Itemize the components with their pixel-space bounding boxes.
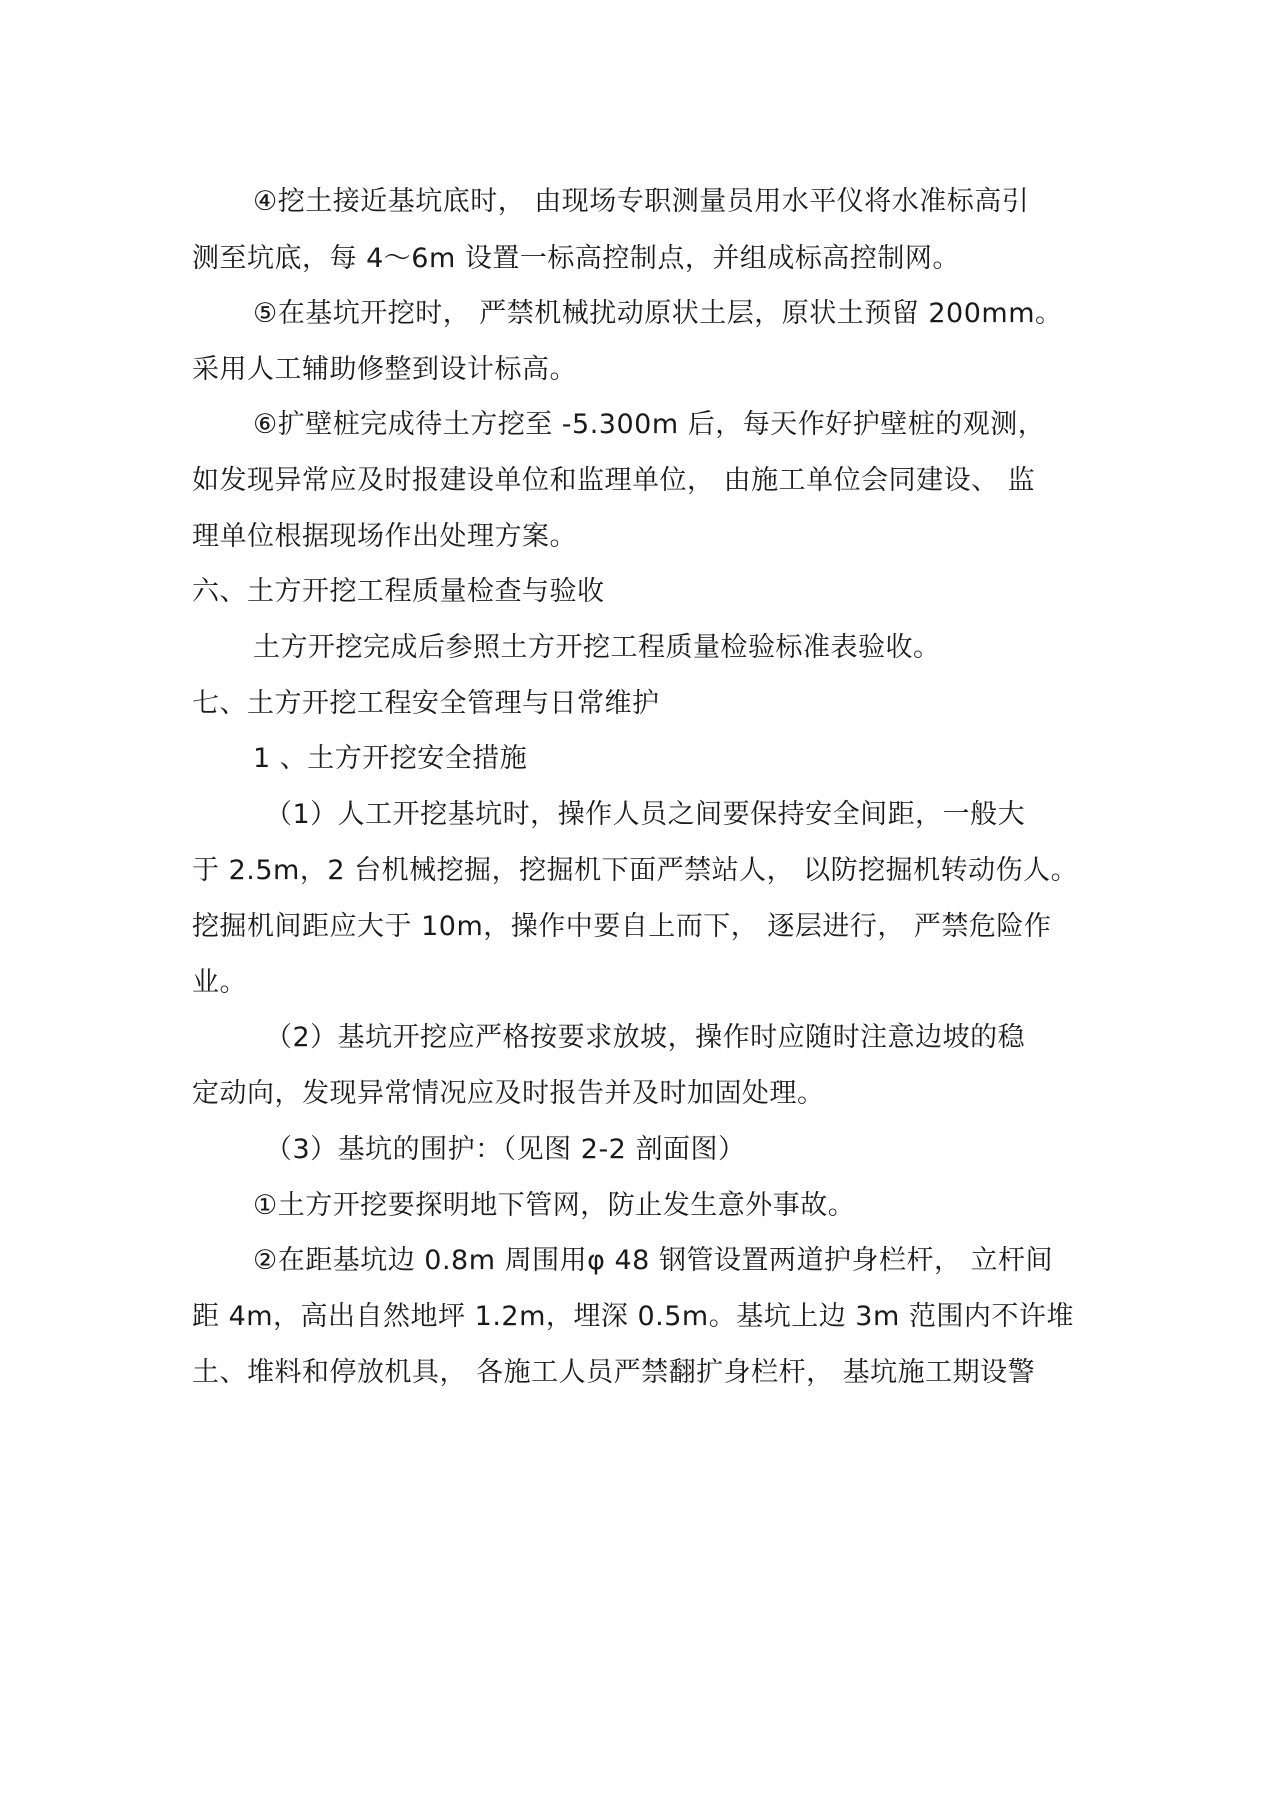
paragraph-line: 土方开挖完成后参照土方开挖工程质量检验标准表验收。 [253,632,941,663]
paragraph-line: 业。 [192,967,247,998]
paragraph-line: （1）人工开挖基坑时，操作人员之间要保持安全间距，一般大 [265,799,1026,830]
paragraph-line: ②在距基坑边 0.8m 周围用φ 48 钢管设置两道护身栏杆， 立杆间 [253,1245,1054,1276]
section-heading: 六、土方开挖工程质量检查与验收 [192,576,605,607]
paragraph-line: 测至坑底，每 4～6m 设置一标高控制点，并组成标高控制网。 [192,243,960,274]
paragraph-line: 挖掘机间距应大于 10m，操作中要自上而下， 逐层进行， 严禁危险作 [192,911,1052,942]
paragraph-line: 土、堆料和停放机具， 各施工人员严禁翻扩身栏杆， 基坑施工期设警 [192,1357,1036,1388]
section-heading: 七、土方开挖工程安全管理与日常维护 [192,688,660,719]
paragraph-line: ①土方开挖要探明地下管网，防止发生意外事故。 [253,1190,856,1221]
paragraph-line: ⑤在基坑开挖时， 严禁机械扰动原状土层，原状土预留 200mm。 [253,298,1063,329]
paragraph-line: 如发现异常应及时报建设单位和监理单位， 由施工单位会同建设、 监 [192,465,1036,496]
paragraph-line: ④挖土接近基坑底时， 由现场专职测量员用水平仪将水准标高引 [253,186,1030,217]
paragraph-line: 理单位根据现场作出处理方案。 [192,521,577,552]
paragraph-line: 定动向，发现异常情况应及时报告并及时加固处理。 [192,1078,825,1109]
subsection-heading: 1 、土方开挖安全措施 [253,743,528,774]
paragraph-line: （2）基坑开挖应严格按要求放坡，操作时应随时注意边坡的稳 [265,1022,1026,1053]
paragraph-line: （3）基坑的围护：（见图 2-2 剖面图） [265,1134,746,1165]
paragraph-line: 距 4m，高出自然地坪 1.2m，埋深 0.5m。基坑上边 3m 范围内不许堆 [192,1301,1074,1332]
paragraph-line: 采用人工辅助修整到设计标高。 [192,354,577,385]
paragraph-line: ⑥扩壁桩完成待土方挖至 -5.300m 后，每天作好护壁桩的观测， [253,409,1046,440]
paragraph-line: 于 2.5m，2 台机械挖掘，挖掘机下面严禁站人， 以防挖掘机转动伤人。 [192,855,1079,886]
